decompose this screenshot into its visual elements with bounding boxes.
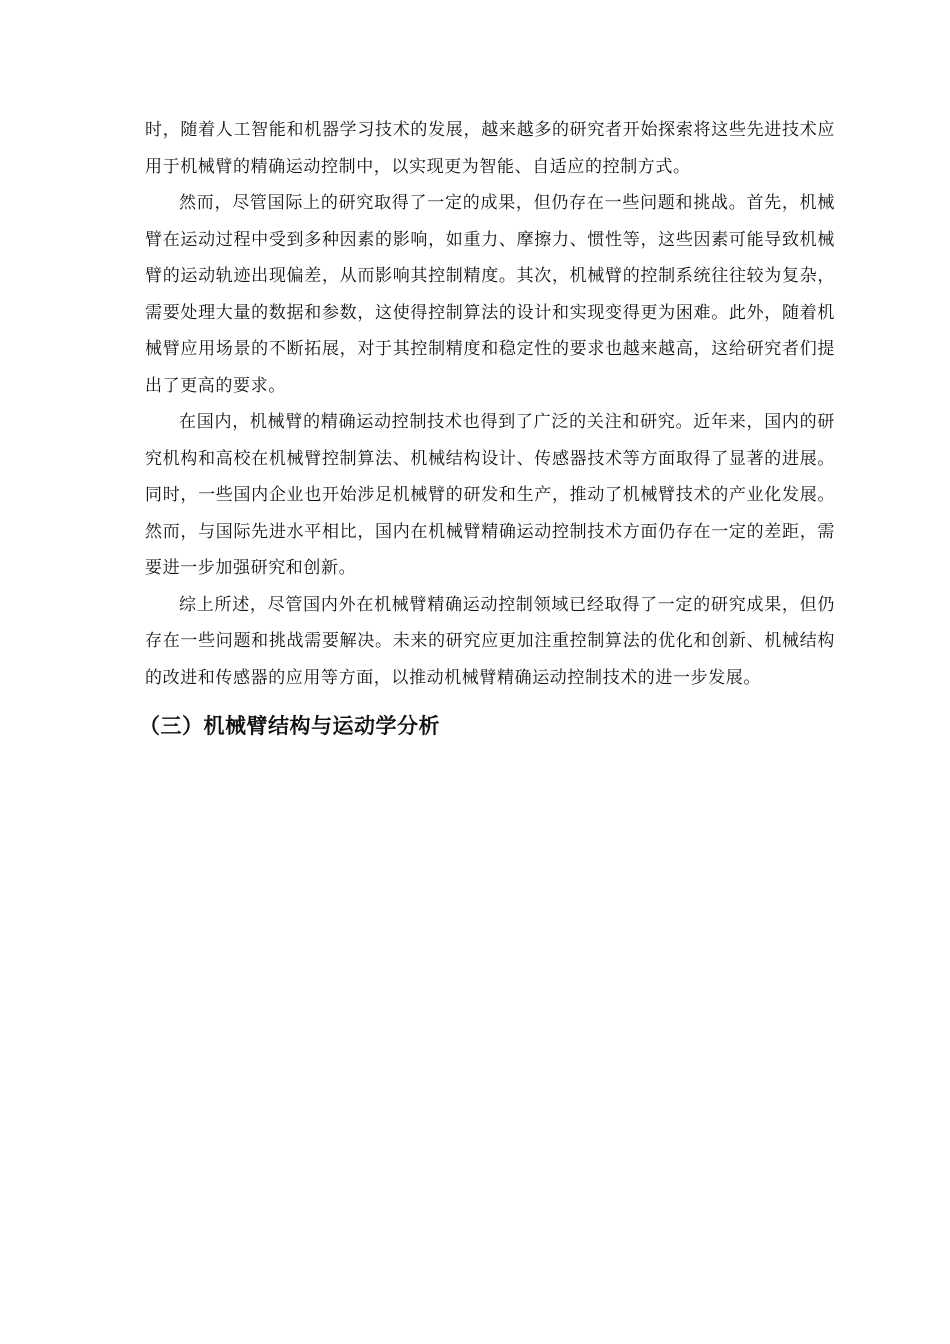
page-content bbox=[139, 112, 835, 744]
section-heading: （三）机械臂结构与运动学分析 bbox=[139, 714, 440, 738]
paragraph-domestic-research: 在国内，机械臂的精确运动控制技术也得到了广泛的关注和研究。近年来，国内的研究机构和高校在机械臂控制算法、机械结构设计、传感器技术等方面取得了显著的进展。同时，一些国内企业也开始涉足机械臂的研发和生产，推动了机械臂技术的产业化发展。然而，与国际先进水平相比，国内在机械臂精确运动控制技术方面仍存在一定的差距，需要进一步加强研究和创新。 bbox=[145, 412, 835, 578]
paragraph-international-challenges: 然而，尽管国际上的研究取得了一定的成果，但仍存在一些问题和挑战。首先，机械臂在运动过程中受到多种因素的影响，如重力、摩擦力、惯性等，这些因素可能导致机械臂的运动轨迹出现偏差，从而影响其控制精度。其次，机械臂的控制系统往往较为复杂，需要处理大量的数据和参数，这使得控制算法的设计和实现变得更为困难。此外，随着机械臂应用场景的不断拓展，对于其控制精度和稳定性的要求也越来越高，这给研究者们提出了更高的要求。 bbox=[145, 193, 835, 396]
paragraph-summary: 综上所述，尽管国内外在机械臂精确运动控制领域已经取得了一定的研究成果，但仍存在一些问题和挑战需要解决。未来的研究应更加注重控制算法的优化和创新、机械结构的改进和传感器的应用等方面，以推动机械臂精确运动控制技术的进一步发展。 bbox=[145, 594, 835, 688]
continued-paragraph: 时，随着人工智能和机器学习技术的发展，越来越多的研究者开始探索将这些先进技术应用于机械臂的精确运动控制中，以实现更为智能、自适应的控制方式。 bbox=[145, 120, 835, 177]
